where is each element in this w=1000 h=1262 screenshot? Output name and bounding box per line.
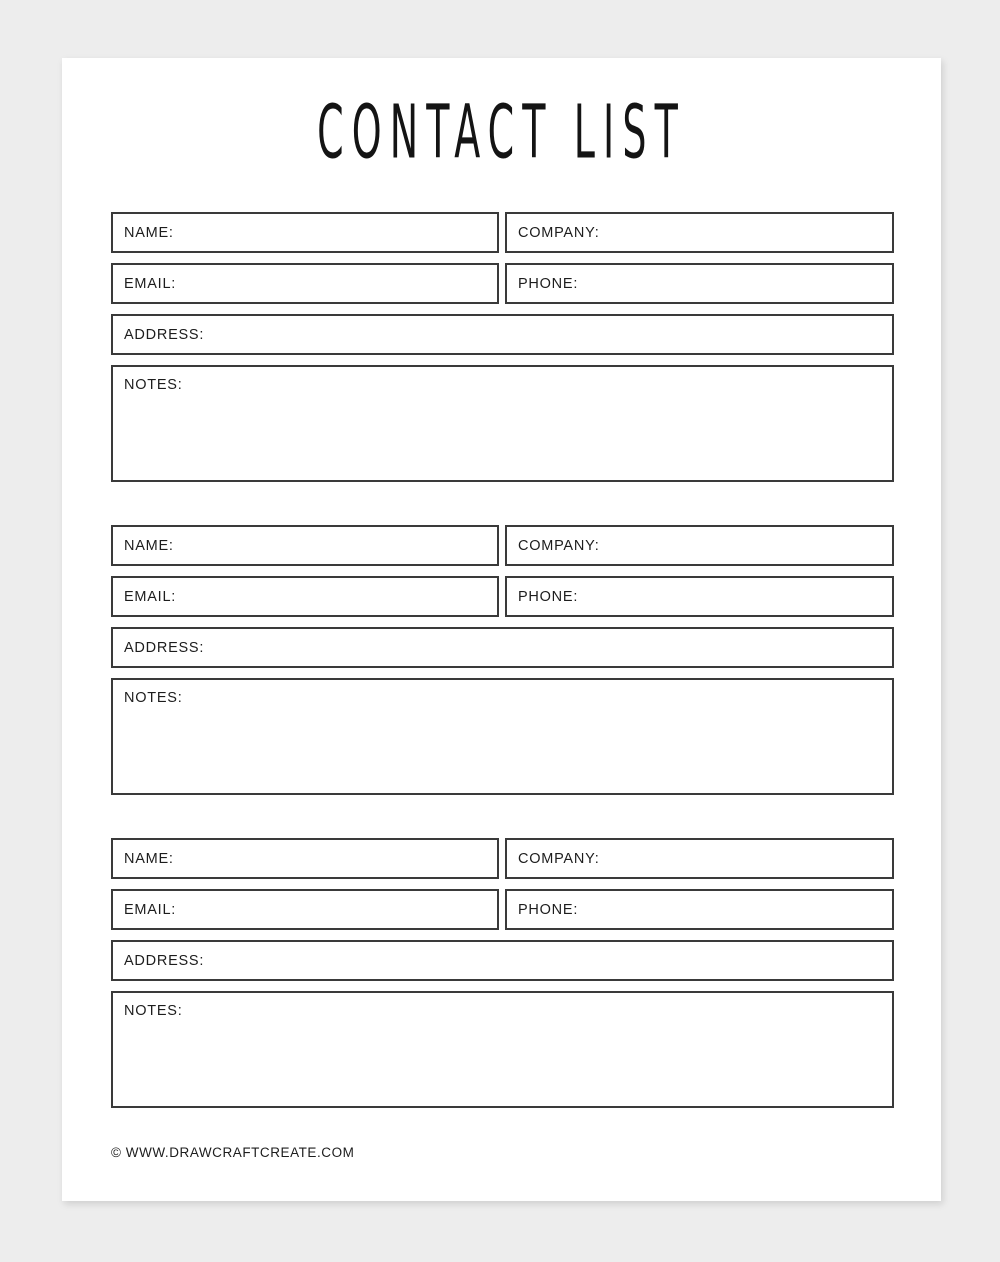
notes-label: NOTES: xyxy=(124,1003,183,1019)
notes-field[interactable] xyxy=(111,991,894,1108)
email-field[interactable] xyxy=(111,889,499,930)
company-label: COMPANY: xyxy=(518,851,600,867)
contact-card xyxy=(111,838,894,1108)
name-label: NAME: xyxy=(124,225,174,241)
printable-sheet xyxy=(62,58,941,1201)
email-label: EMAIL: xyxy=(124,902,177,918)
address-field[interactable] xyxy=(111,940,894,981)
address-field[interactable] xyxy=(111,627,894,668)
phone-field[interactable] xyxy=(505,889,894,930)
notes-label: NOTES: xyxy=(124,690,183,706)
address-label: ADDRESS: xyxy=(124,953,205,969)
phone-label: PHONE: xyxy=(518,902,579,918)
company-field[interactable] xyxy=(505,838,894,879)
footer-credit: © WWW.DRAWCRAFTCREATE.COM xyxy=(111,1145,355,1160)
company-field[interactable] xyxy=(505,212,894,253)
notes-row xyxy=(111,991,894,1108)
address-row xyxy=(111,940,894,981)
email-field[interactable] xyxy=(111,576,499,617)
email-phone-row xyxy=(111,263,894,304)
phone-label: PHONE: xyxy=(518,589,579,605)
notes-row xyxy=(111,365,894,482)
page-title: CONTACT LIST xyxy=(317,90,686,176)
address-label: ADDRESS: xyxy=(124,327,205,343)
name-field[interactable] xyxy=(111,525,499,566)
phone-field[interactable] xyxy=(505,263,894,304)
notes-label: NOTES: xyxy=(124,377,183,393)
notes-field[interactable] xyxy=(111,678,894,795)
notes-row xyxy=(111,678,894,795)
address-field[interactable] xyxy=(111,314,894,355)
notes-field[interactable] xyxy=(111,365,894,482)
name-company-row xyxy=(111,212,894,253)
name-label: NAME: xyxy=(124,851,174,867)
company-field[interactable] xyxy=(505,525,894,566)
phone-label: PHONE: xyxy=(518,276,579,292)
email-label: EMAIL: xyxy=(124,589,177,605)
email-label: EMAIL: xyxy=(124,276,177,292)
name-company-row xyxy=(111,838,894,879)
contact-card xyxy=(111,525,894,795)
name-field[interactable] xyxy=(111,212,499,253)
email-field[interactable] xyxy=(111,263,499,304)
contact-card xyxy=(111,212,894,482)
name-field[interactable] xyxy=(111,838,499,879)
company-label: COMPANY: xyxy=(518,538,600,554)
address-row xyxy=(111,314,894,355)
email-phone-row xyxy=(111,576,894,617)
company-label: COMPANY: xyxy=(518,225,600,241)
name-label: NAME: xyxy=(124,538,174,554)
address-row xyxy=(111,627,894,668)
name-company-row xyxy=(111,525,894,566)
address-label: ADDRESS: xyxy=(124,640,205,656)
phone-field[interactable] xyxy=(505,576,894,617)
email-phone-row xyxy=(111,889,894,930)
